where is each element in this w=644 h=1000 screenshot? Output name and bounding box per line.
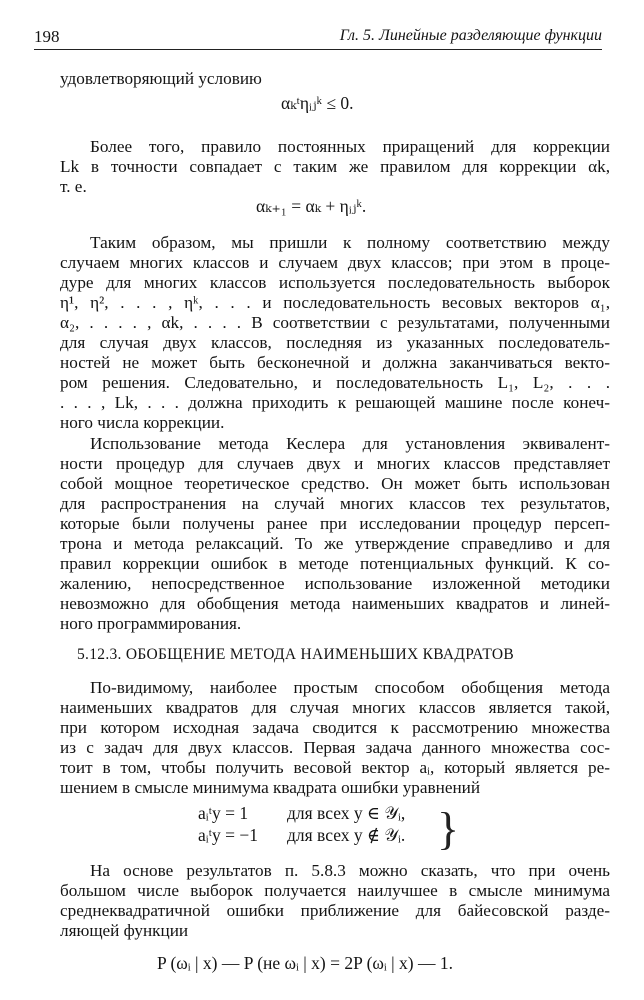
equation-1-lhs: aᵢᵗy = 1	[198, 803, 249, 823]
equation-2-condition: для всех y ∉ 𝒴ᵢ.	[287, 825, 406, 845]
text-line: ного числа коррекции.	[60, 413, 225, 432]
text-line: ляющей функции	[60, 921, 189, 940]
text-line: тоит в том, чтобы получить весовой вектор aᵢ, который является ре-	[60, 758, 610, 777]
text-line: ности процедур для случаев двух и многих классов представляет	[60, 454, 610, 473]
text-line: правил коррекции ошибок в методе потенциальных функций. К со-	[60, 554, 610, 573]
text-line: Более того, правило постоянных приращений для коррекции	[90, 137, 610, 156]
text-line: Таким образом, мы пришли к полному соответствию между	[90, 233, 610, 252]
text-line: невозможно для обобщения метода наименьших квадратов и линей-	[60, 594, 610, 613]
text-line: η¹, η², . . . , ηᵏ, . . . и последовательность весовых векторов α₁,	[60, 293, 610, 312]
text-line: Использование метода Кеслера для установления эквивалент-	[90, 434, 610, 453]
equation-2-lhs: aᵢᵗy = −1	[198, 825, 258, 845]
formula-condition: αₖᵗηᵢⱼᵏ ≤ 0.	[281, 93, 354, 113]
text-line: ностей не может быть бесконечной и должна заканчиваться векто-	[60, 353, 610, 372]
text-line: случаем многих классов и случаем двух классов; при этом в проце-	[60, 253, 610, 272]
text-line: α₂, . . . . , αk, . . . . В соответствии с результатами, полученными	[60, 313, 610, 332]
text-line: По-видимому, наиболее простым способом обобщения метода	[90, 678, 610, 697]
text-line: . . . , Lk, . . . должна приходить к решающей машине после конеч-	[60, 393, 610, 412]
system-brace: }	[437, 803, 460, 854]
text-line: для распространения на случай многих классов тех результатов,	[60, 494, 610, 513]
text-line: трона и метода релаксаций. То же утверждение справедливо и для	[60, 534, 610, 553]
text-line: удовлетворяющий условию	[60, 69, 262, 88]
text-line: собой мощное теоретическое средство. Он может быть использован	[60, 474, 610, 493]
page-header	[34, 27, 602, 49]
running-head: Гл. 5. Линейные разделяющие функции	[339, 27, 602, 44]
formula-update: αₖ₊₁ = αₖ + ηᵢⱼᵏ.	[256, 196, 367, 216]
section-title: 5.12.3. ОБОБЩЕНИЕ МЕТОДА НАИМЕНЬШИХ КВАДРАТОВ	[77, 646, 515, 663]
text-line: На основе результатов п. 5.8.3 можно сказать, что при очень	[90, 861, 610, 880]
text-line: шением в смысле минимума квадрата ошибки уравнений	[60, 778, 481, 797]
text-line: которые были получены ранее при исследовании процедур персеп-	[60, 514, 610, 533]
text-line: Lk в точности совпадает с таким же правилом для коррекции αk,	[60, 157, 610, 176]
text-line: наименьших квадратов для случая многих классов является такой,	[60, 698, 610, 717]
text-line: среднеквадратичной ошибки приближение для байесовской разде-	[60, 901, 610, 920]
formula-bayes: P (ωᵢ | x) — P (не ωᵢ | x) = 2P (ωᵢ | x) — 1.	[157, 953, 453, 973]
text-line: дуре для многих классов используется последовательность выборок	[60, 273, 610, 292]
text-line: т. е.	[60, 177, 87, 196]
text-line: из c задач для двух классов. Первая задача данного множества сос-	[60, 738, 610, 757]
text-line: большом числе выборок получается наилучшее в смысле минимума	[60, 881, 610, 900]
text-line: ного программирования.	[60, 614, 242, 633]
text-line: жалению, непосредственное использование изложенной методики	[60, 574, 610, 593]
header-rule	[34, 49, 602, 50]
text-line: ром решения. Следовательно, и последовательность L₁, L₂, . . .	[60, 373, 610, 392]
page-number: 198	[34, 27, 60, 46]
equation-1-condition: для всех y ∈ 𝒴ᵢ,	[287, 803, 406, 823]
text-line: для случая двух классов, последняя из указанных последователь-	[60, 333, 610, 352]
text-line: при котором исходная задача сводится к рассмотрению множества	[60, 718, 610, 737]
